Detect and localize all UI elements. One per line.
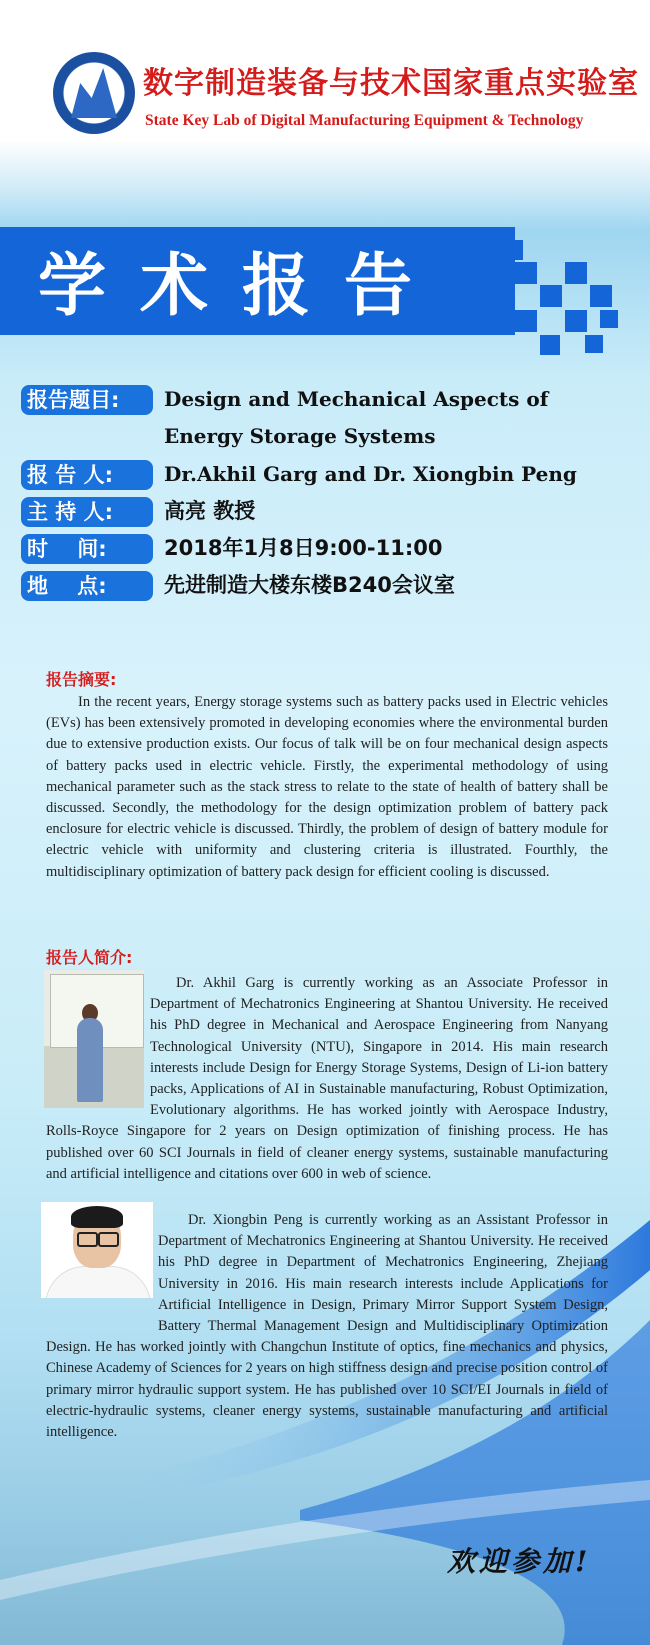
label-location: 地 点: [21, 571, 153, 601]
label-title: 报告题目: [21, 385, 153, 415]
value-speaker: Dr.Akhil Garg and Dr. Xiongbin Peng [164, 462, 577, 486]
abstract-text: In the recent years, Energy storage systems such as battery packs used in Electric vehicles (EVs) has been extensively promoted in developing economies where the environmental burden due to extensive production exists. Our focus of talk will be on four mechanical design aspects of battery packs used in electric vehicle. Firstly, the experimental methodology of using mechanical parameter such as the stack stress to relate to the state of health of battery shall be discussed. Secondly, the methodology for the design optimization problem of battery pack enclosure for electric vehicle is discussed. Thirdly, the problem of design of battery module for electric vehicle with uniformity and clustering criteria is illustrated. Fourthly, the multidisciplinary optimization of battery pack design for efficient cooling is discussed. [46, 694, 608, 880]
lab-name-english: State Key Lab of Digital Manufacturing Equipment & Technology [145, 112, 584, 129]
abstract-heading: 报告摘要: [46, 670, 117, 689]
lab-logo [53, 52, 135, 134]
speaker2-bio [46, 1210, 608, 1443]
label-host: 主 持 人: [21, 497, 153, 527]
label-speaker: 报 告 人: [21, 460, 153, 490]
value-host: 高亮 教授 [164, 499, 256, 523]
speaker2-bio-text: Dr. Xiongbin Peng is currently working as an Assistant Professor in Department of Mechatronics Engineering at Shantou University. He received his PhD degree in Department of Mechatronics Engineering, Zhejiang University in 2016. His main research interests include Applications for Artificial Intelligence in Design, Primary Mirror Support System Design, Battery Thermal Management Design and Multidisciplinary Optimization Design. He has worked jointly with Changchun Institute of optics, fine mechanics and physics, Chinese Academy of Sciences for 2 years on high stiffness design and precise position control of primary mirror hydraulic support system. He has published over 10 SCI/EI Journals in field of electric-hydraulic systems, cleaner energy systems, sustainable manufacturing and artificial intelligence. [46, 1212, 608, 1441]
value-title-line2: Energy Storage Systems [164, 424, 436, 448]
value-time: 2018年1月8日9:00-11:00 [164, 536, 443, 560]
bio-heading: 报告人简介: [46, 948, 133, 967]
label-time: 时 间: [21, 534, 153, 564]
lab-name-chinese: 数字制造装备与技术国家重点实验室 [143, 66, 639, 101]
banner-title: 学术报告 [38, 247, 447, 326]
welcome-text: 欢迎参加! [447, 1545, 592, 1578]
speaker1-bio-text: Dr. Akhil Garg is currently working as an Associate Professor in Department of Mechatronics Engineering at Shantou University. He received his PhD degree in Mechanical and Aerospace Engineering from Nanyang Technological University (NTU), Singapore in 2014. His main research interests include Design for Energy Storage Systems, Design of Li-ion battery packs, Applications of AI in Sustainable manufacturing, Robust Optimization, Evolutionary algorithms. He has worked jointly with Aerospace Industry, Rolls-Royce Singapore for 2 years on Design optimization of finishing process. He has published over 60 SCI Journals in field of cleaner energy systems, sustainable manufacturing and artificial intelligence and citations over 600 in web of science. [46, 975, 608, 1182]
value-location: 先进制造大楼东楼B240会议室 [164, 573, 455, 597]
value-title-line1: Design and Mechanical Aspects of [164, 387, 549, 411]
speaker1-bio [46, 973, 608, 1185]
